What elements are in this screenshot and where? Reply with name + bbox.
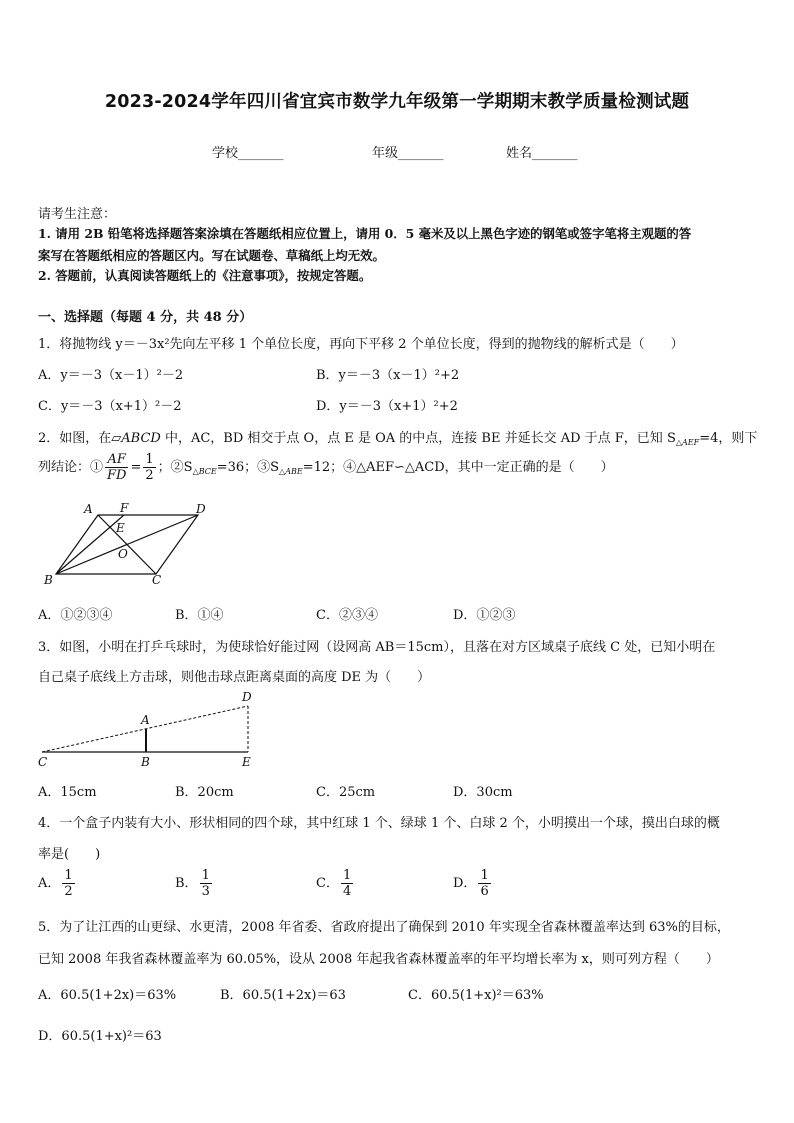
q3-line-2: 自己桌子底线上方击球，则他击球点距离桌面的高度 DE 为（ ）: [38, 670, 431, 685]
q3-table-tennis-figure: [34, 686, 264, 770]
label-f: F: [120, 501, 129, 515]
q1-option-d: D．y＝－3（x+1）²+2: [316, 399, 458, 414]
q2-option-d: D．①②③: [453, 608, 516, 623]
q2-option-b: B．①④: [175, 608, 224, 623]
q5-line-1: 5．为了让江西的山更绿、水更清，2008 年省委、省政府提出了确保到 2010 年实现全省森林覆盖率达到 63%的目标，: [38, 920, 730, 935]
q3-option-a: A．15cm: [38, 785, 97, 800]
q2-line-1c: 中，AC，BD 相交于点 O，点 E 是 OA 的中点，连接 BE 并延长交 AD 于点 F，已知 S: [160, 431, 676, 446]
notice-item-1: 1. 请用 2B 铅笔将选择题答案涂填在答题纸相应位置上，请用 0．5 毫米及以上黑色字迹的钢笔或签字笔将主观题的答: [38, 226, 692, 241]
q5-option-a: A．60.5(1+2x)＝63%: [38, 988, 177, 1003]
q4-line-1: 4．一个盒子内装有大小、形状相同的四个球，其中红球 1 个、绿球 1 个、白球 2 个，小明摸出一个球，摸出白球的概: [38, 816, 720, 831]
label-b: B: [141, 755, 150, 769]
q2-option-a: A．①②③④: [38, 608, 113, 623]
notice-item-1-cont: 案写在答题纸相应的答题区内。写在试题卷、草稿纸上均无效。: [38, 248, 385, 263]
q5-option-b: B．60.5(1+2x)＝63: [220, 988, 346, 1003]
q2-fraction-half: $\frac{1}{2}$: [145, 452, 154, 483]
q1-stem: 1．将抛物线 y＝－3x²先向左平移 1 个单位长度，再向下平移 2 个单位长度，得到的抛物线的解析式是（ ）: [38, 337, 684, 352]
page-title: 2023-2024学年四川省宜宾市数学九年级第一学期期末教学质量检测试题: [104, 92, 690, 112]
q3-line-1: 3．如图，小明在打乒乓球时，为使球恰好能过网（设网高 AB＝15cm），且落在对方区域桌子底线 C 处，已知小明在: [38, 640, 716, 655]
q4-option-a: A． $\frac{1}{2}$: [38, 868, 73, 899]
label-c: C: [38, 755, 48, 769]
q2-sub-1: △AEF: [675, 438, 700, 447]
label-e: E: [242, 755, 251, 769]
label-e: E: [116, 521, 125, 535]
q2-line-2a: 列结论：①: [38, 460, 104, 475]
notice-item-2: 2. 答题前，认真阅读答题纸上的《注意事项》，按规定答题。: [38, 268, 372, 283]
name-field: 姓名_______: [506, 146, 578, 161]
q2-parallelogram: ▱ABCD: [111, 431, 161, 446]
q2-line-1: [38, 427, 757, 447]
q2-fraction-af-fd: $\frac{AF}{FD}$: [107, 452, 127, 483]
label-a: A: [141, 713, 150, 727]
q2-parallelogram-figure: [38, 496, 218, 590]
q4-line-2: 率是( ): [38, 847, 101, 862]
q4-option-d: D． $\frac{1}{6}$: [453, 868, 489, 899]
q2-line-1a: 2．如图，在: [38, 431, 112, 446]
q3-option-d: D．30cm: [453, 785, 513, 800]
q5-line-2: 已知 2008 年我省森林覆盖率为 60.05%，设从 2008 年起我省森林覆盖率的年平均增长率为 x，则可列方程（ ）: [38, 952, 719, 967]
label-d: D: [196, 502, 206, 516]
label-c: C: [152, 573, 162, 587]
school-field: 学校_______: [212, 146, 284, 161]
q1-option-b: B．y＝－3（x－1）²+2: [316, 368, 460, 383]
q2-line-2b: ；②S: [157, 460, 193, 475]
q1-option-a: A．y＝－3（x－1）²－2: [38, 368, 184, 383]
label-b: B: [44, 573, 53, 587]
q2-option-c: C．②③④: [316, 608, 378, 623]
q4-option-c: C． $\frac{1}{4}$: [316, 868, 352, 899]
q2-line-1d: =4，则下: [699, 431, 758, 446]
q1-option-c: C．y＝－3（x+1）²－2: [38, 399, 182, 414]
grade-field: 年级_______: [372, 146, 444, 161]
q4-option-b: B． $\frac{1}{3}$: [175, 868, 210, 899]
label-o: O: [118, 547, 128, 561]
segment-bf: [56, 515, 124, 574]
q2-line-2: 列结论：① $\frac{AF}{FD}$ = $\frac{1}{2}$ ；$②S_{\triangle BCE}=36$；$③S_{\triangle ABE}=12$；④△AEF∽△ACD，其中一定正确的是（ ）: [38, 452, 614, 483]
q5-option-c: C．60.5(1+x)²＝63%: [408, 988, 544, 1003]
label-d: D: [242, 690, 252, 704]
notice-heading: 请考生注意：: [38, 207, 117, 222]
q3-option-c: C．25cm: [316, 785, 376, 800]
section-heading: 一、选择题（每题 4 分，共 48 分）: [38, 310, 253, 325]
q3-option-b: B．20cm: [175, 785, 234, 800]
label-a: A: [84, 502, 93, 516]
q5-option-d: D．60.5(1+x)²＝63: [38, 1029, 162, 1044]
